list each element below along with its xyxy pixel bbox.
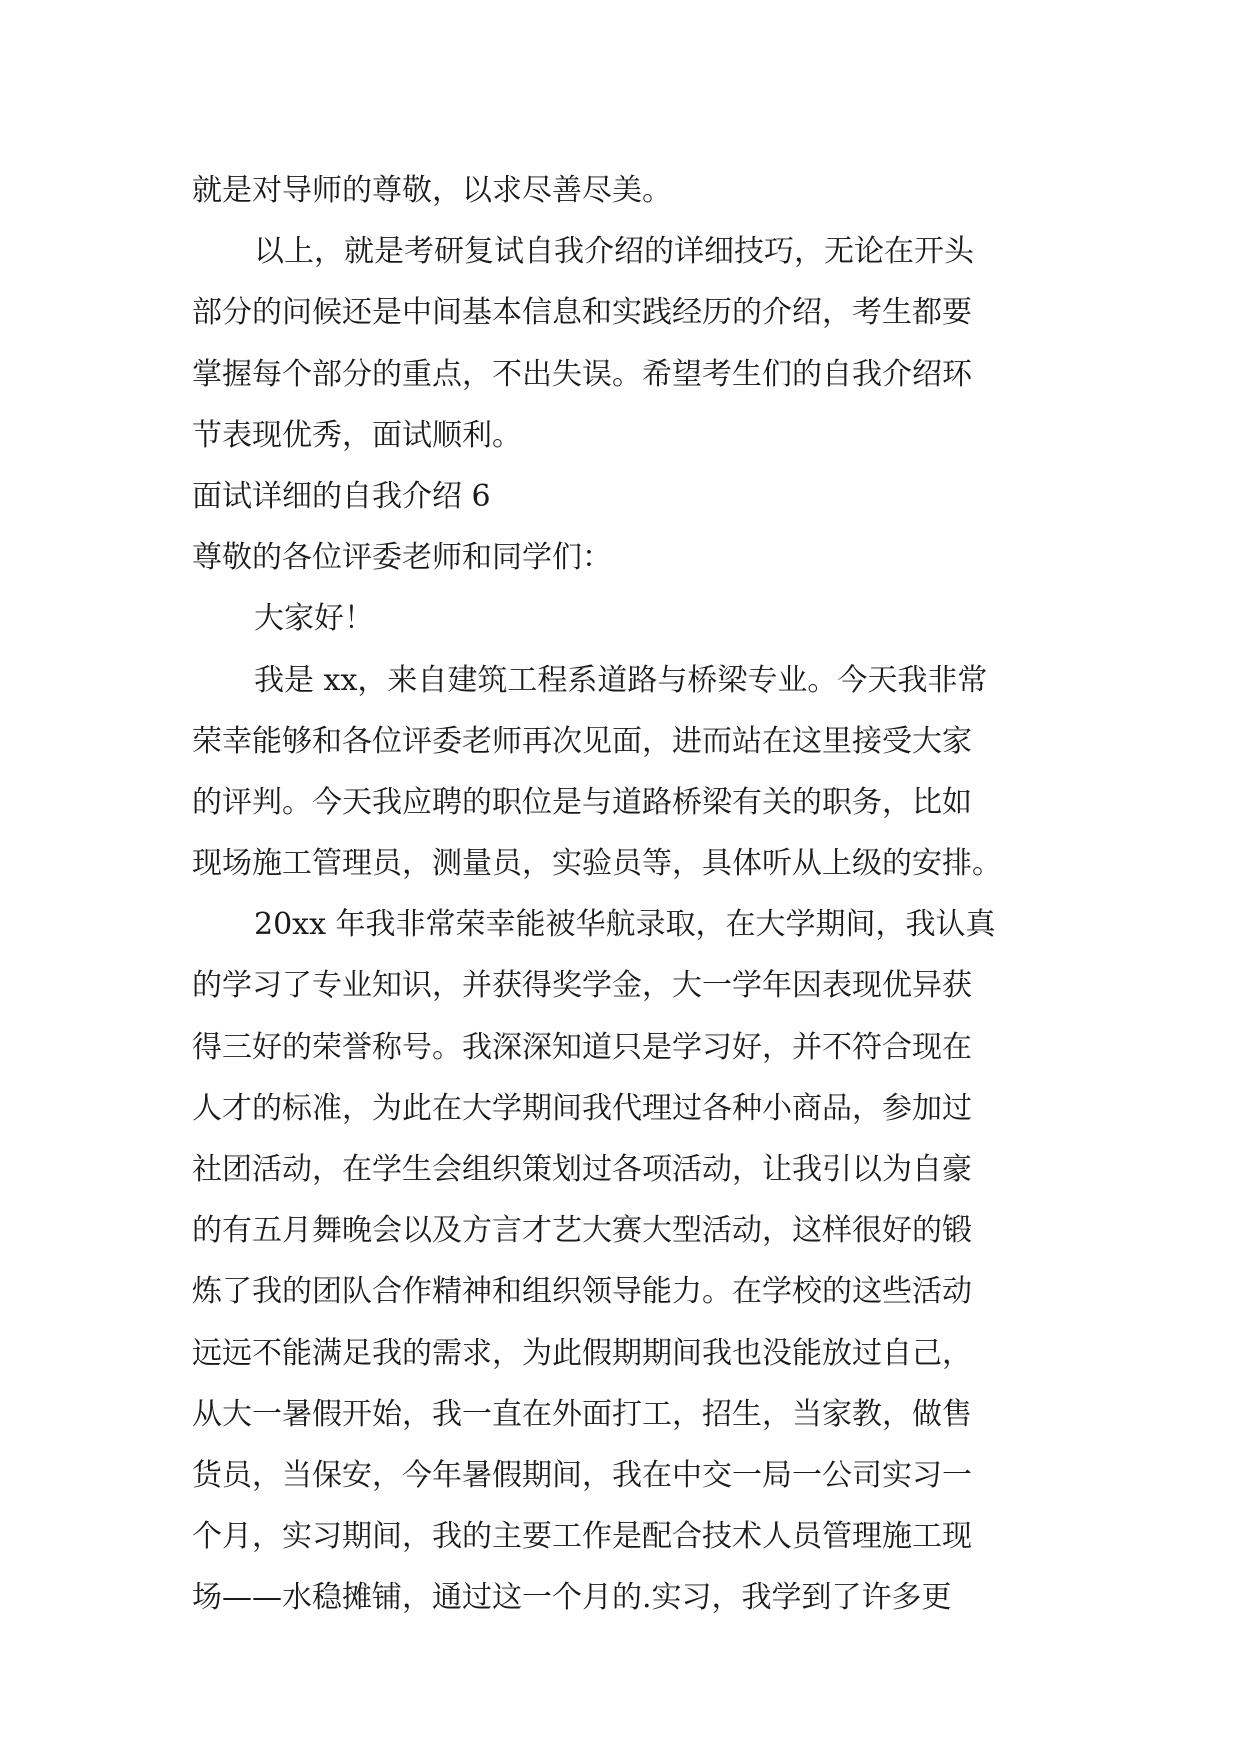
text-line: 的评判。今天我应聘的职位是与道路桥梁有关的职务，比如	[192, 784, 972, 820]
greeting: 大家好！	[254, 601, 374, 637]
text-line: 现场施工管理员，测量员，实验员等，具体听从上级的安排。	[192, 846, 1002, 882]
text-line: 货员，当保安，今年暑假期间，我在中交一局一公司实习一	[192, 1457, 972, 1493]
text-line: 的学习了专业知识，并获得奖学金，大一学年因表现优异获	[192, 968, 972, 1004]
text-line: 场——水稳摊铺，通过这一个月的.实习，我学到了许多更	[192, 1580, 952, 1616]
salutation: 尊敬的各位评委老师和同学们：	[192, 540, 612, 576]
text-line: 的有五月舞晚会以及方言才艺大赛大型活动，这样很好的锻	[192, 1213, 972, 1249]
text-line: 20xx 年我非常荣幸能被华航录取，在大学期间，我认真	[254, 907, 996, 943]
document-body	[192, 160, 1052, 1629]
text-line: 节表现优秀，面试顺利。	[192, 417, 522, 453]
text-line: 掌握每个部分的重点，不出失误。希望考生们的自我介绍环	[192, 356, 972, 392]
text-line: 荣幸能够和各位评委老师再次见面，进而站在这里接受大家	[192, 723, 972, 759]
text-line: 以上，就是考研复试自我介绍的详细技巧，无论在开头	[254, 234, 974, 270]
text-line: 远远不能满足我的需求，为此假期期间我也没能放过自己，	[192, 1335, 972, 1371]
text-line: 人才的标准，为此在大学期间我代理过各种小商品，参加过	[192, 1090, 972, 1126]
section-heading: 面试详细的自我介绍 6	[192, 478, 491, 514]
text-line: 我是 xx，来自建筑工程系道路与桥梁专业。今天我非常	[254, 662, 988, 698]
text-line: 得三好的荣誉称号。我深深知道只是学习好，并不符合现在	[192, 1029, 972, 1065]
text-line: 就是对导师的尊敬，以求尽善尽美。	[192, 173, 672, 208]
text-line: 炼了我的团队合作精神和组织领导能力。在学校的这些活动	[192, 1274, 972, 1310]
text-line: 部分的问候还是中间基本信息和实践经历的介绍，考生都要	[192, 295, 972, 331]
text-line: 从大一暑假开始，我一直在外面打工，招生，当家教，做售	[192, 1396, 972, 1432]
text-line: 个月，实习期间，我的主要工作是配合技术人员管理施工现	[192, 1519, 972, 1555]
text-line: 社团活动，在学生会组织策划过各项活动，让我引以为自豪	[192, 1152, 972, 1187]
